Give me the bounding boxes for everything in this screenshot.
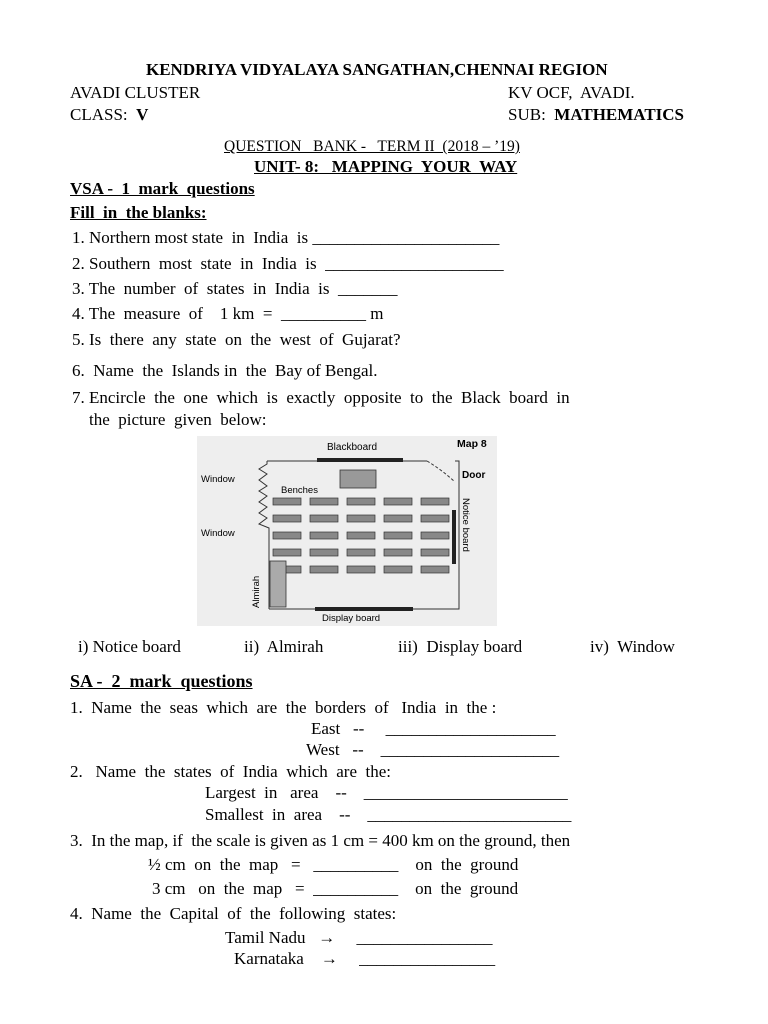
sa-q2-smallest: Smallest in area -- ________________________ (205, 805, 572, 824)
bench (421, 498, 449, 505)
school-name: KV OCF, AVADI. (508, 83, 635, 102)
teacher-table (340, 470, 376, 488)
question-bank-title: QUESTION BANK - TERM II (2018 – ’19) (224, 138, 520, 155)
display-board-label: Display board (322, 613, 381, 624)
fill-blanks-heading: Fill in the blanks: (70, 203, 207, 222)
class-label: CLASS: (70, 105, 137, 124)
sa-q3-half-cm: ½ cm on the map = __________ on the ground (148, 855, 519, 874)
sa-q2-largest: Largest in area -- ________________________ (205, 783, 568, 802)
bench (384, 566, 412, 573)
class-value: V (136, 105, 149, 124)
sa-q3-three-cm: 3 cm on the map = __________ on the ground (152, 879, 519, 898)
almirah-label: Almirah (251, 575, 262, 608)
bench (347, 498, 375, 505)
notice-board-label: Notice board (460, 498, 471, 552)
vsa-question-3: 3. The number of states in India is _______ (72, 279, 398, 298)
notice-board-bar (452, 510, 456, 564)
option-iv: iv) Window (590, 637, 675, 656)
bench (384, 498, 412, 505)
bench (421, 532, 449, 539)
sa-question-2: 2. Name the states of India which are the: (70, 762, 392, 781)
school-org-title: KENDRIYA VIDYALAYA SANGATHAN,CHENNAI REGION (146, 60, 608, 79)
sa-q4-karnataka: Karnataka → ________________ (234, 949, 496, 968)
map-number-label: Map 8 (457, 438, 487, 450)
sa-q1-east: East -- ____________________ (311, 719, 556, 738)
bench (347, 566, 375, 573)
window-label-2: Window (201, 528, 235, 539)
subject-value: MATHEMATICS (554, 105, 685, 124)
benches-label: Benches (281, 485, 318, 496)
almirah-box (270, 561, 286, 607)
option-i: i) Notice board (78, 637, 181, 656)
bench (421, 515, 449, 522)
cluster-label: AVADI CLUSTER (70, 83, 201, 102)
bench (347, 515, 375, 522)
bench (421, 549, 449, 556)
subject-field (508, 105, 684, 125)
vsa-heading: VSA - 1 mark questions (70, 179, 255, 198)
subject-label: SUB: (508, 105, 555, 124)
bench (421, 566, 449, 573)
display-board-bar (315, 607, 413, 611)
class-field (70, 105, 148, 125)
bench (310, 515, 338, 522)
sa-question-1: 1. Name the seas which are the borders of India in the : (70, 698, 497, 717)
sa-q1-west: West -- _____________________ (306, 740, 560, 759)
bench (273, 549, 301, 556)
bench (310, 549, 338, 556)
option-ii: ii) Almirah (244, 637, 324, 656)
bench (310, 498, 338, 505)
window-label-1: Window (201, 474, 235, 485)
vsa-question-1: 1. Northern most state in India is ______________________ (72, 228, 500, 247)
vsa-question-6: 6. Name the Islands in the Bay of Bengal. (72, 361, 378, 380)
door-label: Door (462, 470, 486, 481)
vsa-question-4: 4. The measure of 1 km = __________ m (72, 304, 384, 323)
vsa-question-7-cont: the picture given below: (72, 410, 267, 429)
bench (384, 549, 412, 556)
vsa-question-7: 7. Encircle the one which is exactly opposite to the Black board in (72, 388, 570, 407)
blackboard-bar (317, 458, 403, 462)
bench (273, 515, 301, 522)
unit-title: UNIT- 8: MAPPING YOUR WAY (254, 157, 518, 176)
sa-q4-tamil-nadu: Tamil Nadu → ________________ (225, 928, 493, 947)
bench (273, 532, 301, 539)
sa-question-3: 3. In the map, if the scale is given as 1 cm = 400 km on the ground, then (70, 831, 571, 850)
sa-question-4: 4. Name the Capital of the following states: (70, 904, 397, 923)
vsa-question-5: 5. Is there any state on the west of Gujarat? (72, 330, 401, 349)
bench (384, 532, 412, 539)
sa-heading: SA - 2 mark questions (70, 671, 253, 691)
bench (310, 532, 338, 539)
classroom-map-figure (197, 436, 497, 626)
option-iii: iii) Display board (398, 637, 523, 656)
vsa-question-2: 2. Southern most state in India is _____________________ (72, 254, 504, 273)
bench (310, 566, 338, 573)
bench (273, 498, 301, 505)
bench (347, 532, 375, 539)
blackboard-label: Blackboard (327, 442, 378, 453)
bench (347, 549, 375, 556)
bench (384, 515, 412, 522)
